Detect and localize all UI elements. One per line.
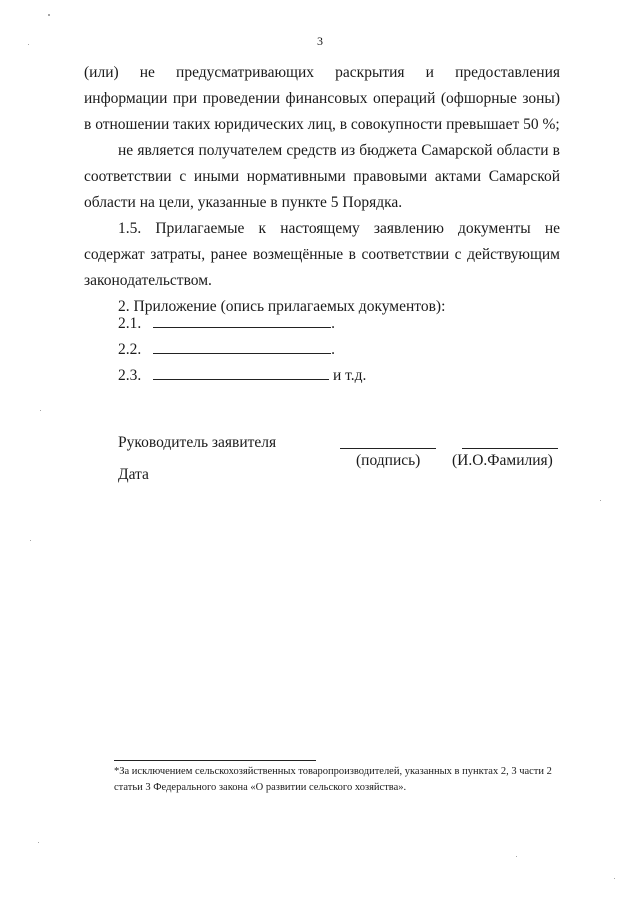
scan-speck [30,540,31,541]
attachment-item-2 [118,339,335,359]
signature-caption: (подпись) [356,452,421,469]
paragraph-budget-recipient: не является получателем средств из бюджета Самарской области в соответствии с иными нормативными правовыми актами Самарской области на цели, указанные в пункте 5 Порядка. [84,142,560,211]
scan-speck [38,842,39,843]
attachment-blank-line [153,365,329,380]
page-number: 3 [317,34,323,48]
attachment-item-3 [118,365,366,385]
name-line [462,448,558,449]
body-text [84,60,560,320]
signature-line [340,448,436,449]
footnote-separator [114,760,316,761]
name-caption: (И.О.Фамилия) [452,452,553,469]
attachment-number: 2.3. [118,367,142,384]
date-label: Дата [118,466,149,483]
paragraph-attached-documents: 1.5. Прилагаемые к настоящему заявлению документы не содержат затраты, ранее возмещённые в соответствии с действующим законодательством. [84,220,560,289]
scan-speck [28,44,29,45]
attachment-suffix: . [331,341,335,358]
attachment-blank-line [153,313,331,328]
attachment-number: 2.1. [118,315,142,332]
attachment-suffix: и т.д. [329,367,367,384]
scan-speck [614,878,615,879]
attachment-number: 2.2. [118,341,142,358]
attachment-suffix: . [331,315,335,332]
scan-speck [600,500,601,501]
attachment-blank-line [153,339,331,354]
paragraph-offshore-share: (или) не предусматривающих раскрытия и предоставления информации при проведении финансовых операций (офшорные зоны) в отношении таких юридических лиц, в совокупности превышает 50 %; [84,64,560,133]
signature-role-label: Руководитель заявителя [118,434,277,451]
attachment-item-1 [118,313,335,333]
footnote-text: *За исключением сельскохозяйственных товаропроизводителей, указанных в пунктах 2, 3 части 2 статьи 3 Федерального закона «О развитии сельского хозяйства». [114,766,552,793]
scan-speck [516,856,517,857]
scan-speck [40,410,41,411]
paragraph-appendix-heading: 2. Приложение (опись прилагаемых документов): [118,298,446,315]
scan-speck [48,14,50,16]
